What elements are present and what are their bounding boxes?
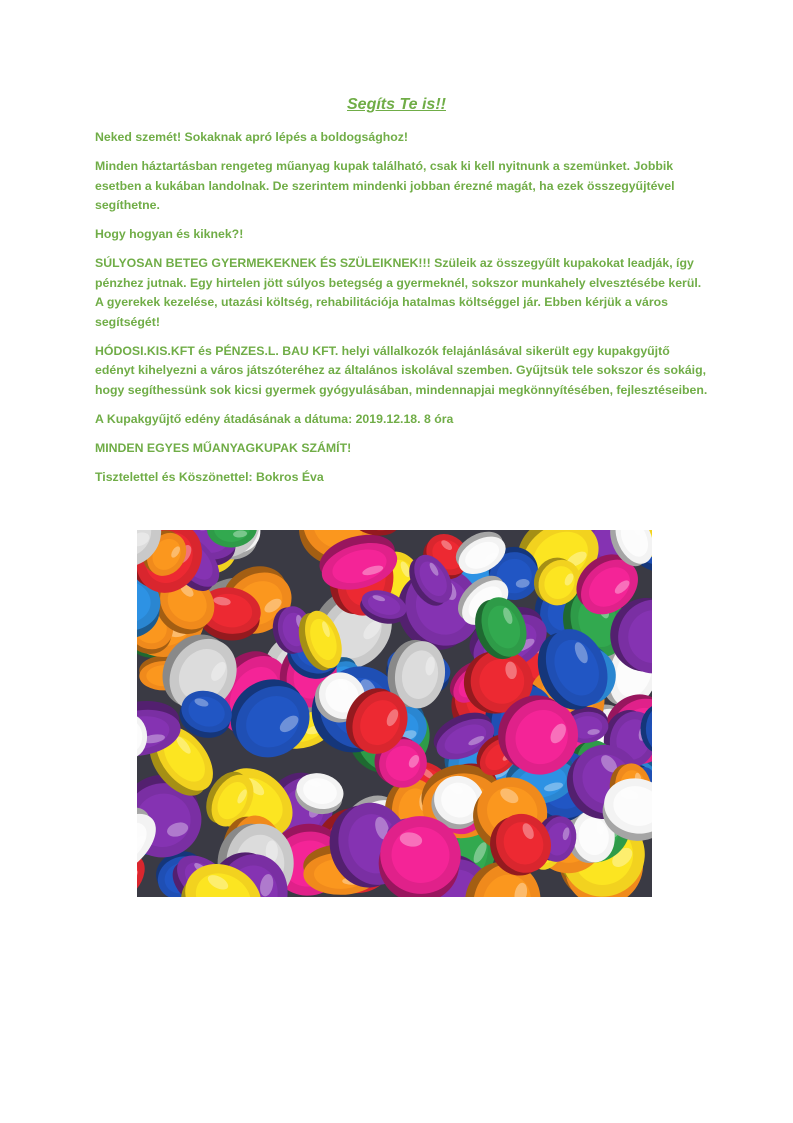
bottle-caps-illustration: [137, 530, 652, 897]
document-title: Segíts Te is!!: [347, 96, 446, 113]
paragraph-intro: Neked szemét! Sokaknak apró lépés a boldogsághoz!: [95, 130, 408, 144]
paragraph-household: Minden háztartásban rengeteg műanyag kupak található, csak ki kell nyitnunk a szemünket. Jobbik esetben a kukában landolnak. De szerintem mindenki jobban érezné magát, ha ezek összegyűjtével segíthetne.: [95, 159, 675, 212]
paragraph-signature: Tisztelettel és Köszönettel: Bokros Éva: [95, 469, 324, 484]
document-body: [95, 128, 710, 497]
paragraph-beneficiaries: SÚLYOSAN BETEG GYERMEKEKNEK ÉS SZÜLEIKNEK!!! Szüleik az összegyűlt kupakokat leadják, így pénzhez jutnak. Egy hirtelen jött súlyos betegség a gyermeknél, sokszor munkahely elvesztésébe kerül. A gyerekek kezelése, utazási költség, rehabilitációja hatalmas költséggel jár. Ebben kérjük a város segítségét!: [95, 256, 702, 329]
paragraph-question: Hogy hogyan és kiknek?!: [95, 227, 244, 241]
paragraph-date: A Kupakgyűjtő edény átadásának a dátuma: 2019.12.18. 8 óra: [95, 411, 454, 426]
paragraph-slogan: MINDEN EGYES MŰANYAGKUPAK SZÁMÍT!: [95, 440, 352, 455]
bottle-caps-photo: [137, 530, 652, 897]
paragraph-sponsors: HÓDOSI.KIS.KFT és PÉNZES.L. BAU KFT. helyi vállalkozók felajánlásával sikerült egy kupakgyűjtő edényt kihelyezni a város játszóteréhez az általános iskolával szemben. Gyűjtsük tele sokszor és sokáig, hogy segíthessünk sok kicsi gyermek gyógyulásában, mindennapjai megkönnyítésében, fejlesztéseiben.: [95, 343, 708, 397]
